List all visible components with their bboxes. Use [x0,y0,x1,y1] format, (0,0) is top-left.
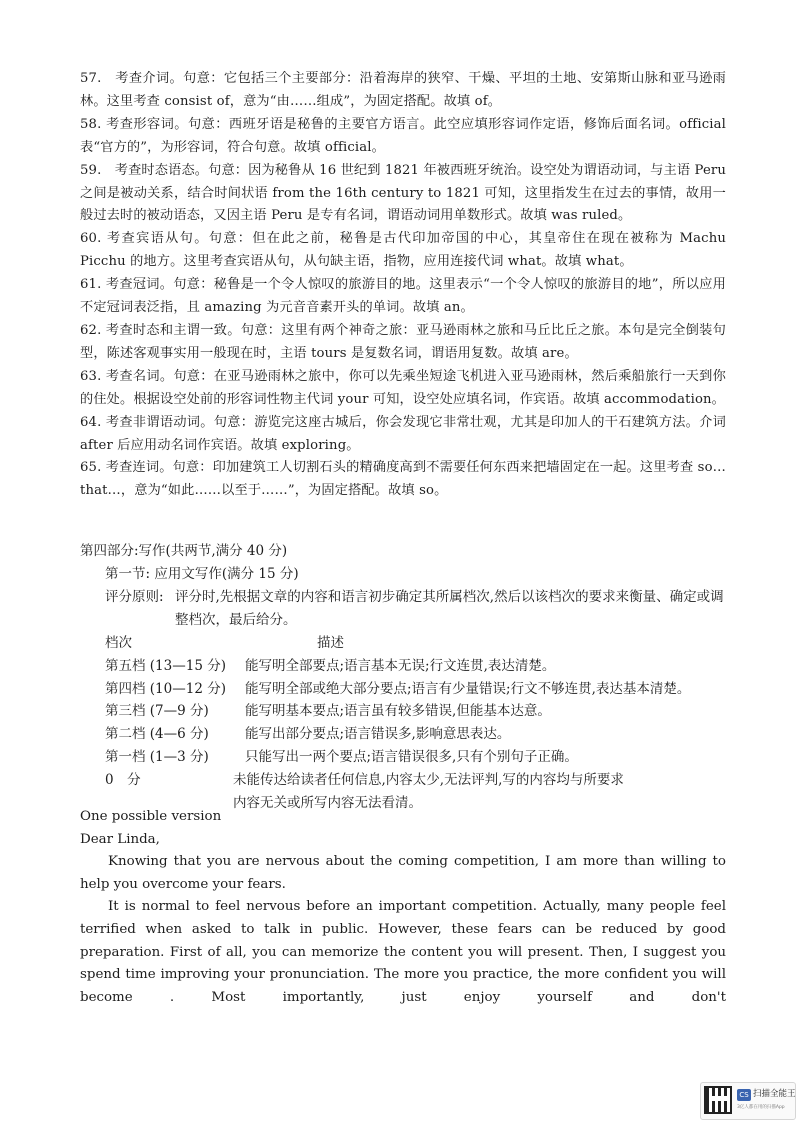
answer-62: 62. 考查时态和主谓一致。句意：这里有两个神奇之旅：亚马逊雨林之旅和马丘比丘之旅。本句是完全倒装句型，陈述客观事实用一般现在时，主语 tours 是复数名词，谓语用复数。故填 are。 [80,322,726,361]
rubric-level: 第四档 (10—12 分) [105,680,226,697]
version-label: One possible version [80,809,222,824]
rubric-desc: 能写明全部或绝大部分要点;语言有少量错误;行文不够连贯,表达基本清楚。 [245,680,691,697]
writing-section-header [80,540,740,586]
rubric-desc-continued: 内容无关或所写内容无法看清。 [233,794,422,811]
principle-label: 评分原则: [105,589,164,605]
answer-64: 64. 考查非谓语动词。句意：游览完这座古城后，你会发现它非常壮观，尤其是印加人的干石建筑方法。介词 after 后应用动名词作宾语。故填 exploring。 [80,414,726,453]
answer-58: 58. 考查形容词。句意：西班牙语是秘鲁的主要官方语言。此空应填形容词作定语，修饰后面名词。official 表“官方的”，为形容词，符合句意。故填 official。 [80,116,726,155]
answer-60: 60. 考查宾语从句。句意：但在此之前，秘鲁是古代印加帝国的中心，其皇帝住在现在被称为 Machu Picchu 的地方。这里考查宾语从句，从句缺主语，指物，应用连接代词 what。故填 what。 [80,231,726,270]
scanner-watermark [700,1082,796,1120]
rubric-header-level: 档次 [105,635,132,651]
scoring-principle [105,586,745,632]
answer-59: 59. 考查时态语态。句意：因为秘鲁从 16 世纪到 1821 年被西班牙统治。设空处为谓语动词，与主语 Peru 之间是被动关系，结合时间状语 from the 16th century to 1821 可知，这里指发生在过去的事情，故用一般过去时的被动语态，又因主语 Peru 是专有名词，谓语动词用单数形式。故填 was ruled。 [80,162,727,224]
principle-text: 评分时,先根据文章的内容和语言初步确定其所属档次,然后以该档次的要求来衡量、确定或调整档次，最后给分。 [175,589,724,628]
sample-essay [80,806,726,1009]
answer-explanations [80,68,726,503]
cs-logo-icon: CS [737,1089,751,1101]
scoring-rubric-table [105,632,765,814]
watermark-subtitle: 3亿人都在用的扫描App [737,1105,785,1110]
rubric-row [105,700,765,723]
rubric-desc: 只能写出一两个要点;语言错误很多,只有个别句子正确。 [245,748,578,765]
rubric-level: 第三档 (7—9 分) [105,703,209,720]
section-title: 第四部分:写作(共两节,满分 40 分) [80,543,288,559]
answer-65: 65. 考查连词。句意：印加建筑工人切割石头的精确度高到不需要任何东西来把墙固定在一起。这里考查 so…that…，意为“如此……以至于……”，为固定搭配。故填 so。 [80,460,726,499]
rubric-header-desc: 描述 [317,635,344,651]
answer-63: 63. 考查名词。句意：在亚马逊雨林之旅中，你可以先乘坐短途飞机进入亚马逊雨林，然后乘船旅行一天到你的住处。根据设空处前的形容词性物主代词 your 可知，设空处应填名词，作宾语。故填 accommodation。 [80,368,726,407]
rubric-header [105,632,765,655]
salutation: Dear Linda, [80,831,160,847]
rubric-row [105,746,765,769]
essay-paragraph: It is normal to feel nervous before an important competition. Actually, many people feel terrified when asked to talk in public. However, these fears can be reduced by good preparation. First of all, you can memorize the content you will present. Then, I suggest you spend time improving your pronunciation. The more you practice, the more confident you will become . Most importantly, just enjoy yourself and don't [80,899,726,1005]
section-subtitle: 第一节: 应用文写作(满分 15 分) [105,565,299,582]
rubric-row [105,678,765,701]
rubric-level: 第五档 (13—15 分) [105,657,226,674]
rubric-desc: 能写明全部要点;语言基本无误;行文连贯,表达清楚。 [245,657,556,674]
essay-paragraph: Knowing that you are nervous about the coming competition, I am more than willing to help you overcome your fears. [80,854,726,892]
rubric-desc: 未能传达给读者任何信息,内容太少,无法评判,写的内容均与所要求 [233,771,624,788]
rubric-level: 0 分 [105,771,141,788]
rubric-row [105,655,765,678]
watermark-title: 扫描全能王 [753,1089,796,1099]
answer-61: 61. 考查冠词。句意：秘鲁是一个令人惊叹的旅游目的地。这里表示“一个令人惊叹的旅游目的地”，所以应用不定冠词表泛指，且 amazing 为元音音素开头的单词。故填 an。 [80,277,726,316]
rubric-row-zero [105,769,765,792]
rubric-desc: 能写出部分要点;语言错误多,影响意思表达。 [245,726,511,743]
rubric-row [105,723,765,746]
answer-57: 57. 考查介词。句意：它包括三个主要部分：沿着海岸的狭窄、干燥、平坦的土地、安第斯山脉和亚马逊雨林。这里考查 consist of，意为“由……组成”，为固定搭配。故填 of。 [80,71,726,109]
qr-code-icon [704,1086,732,1114]
rubric-level: 第一档 (1—3 分) [105,748,209,765]
rubric-level: 第二档 (4—6 分) [105,726,209,743]
rubric-desc: 能写明基本要点;语言虽有较多错误,但能基本达意。 [245,703,551,720]
